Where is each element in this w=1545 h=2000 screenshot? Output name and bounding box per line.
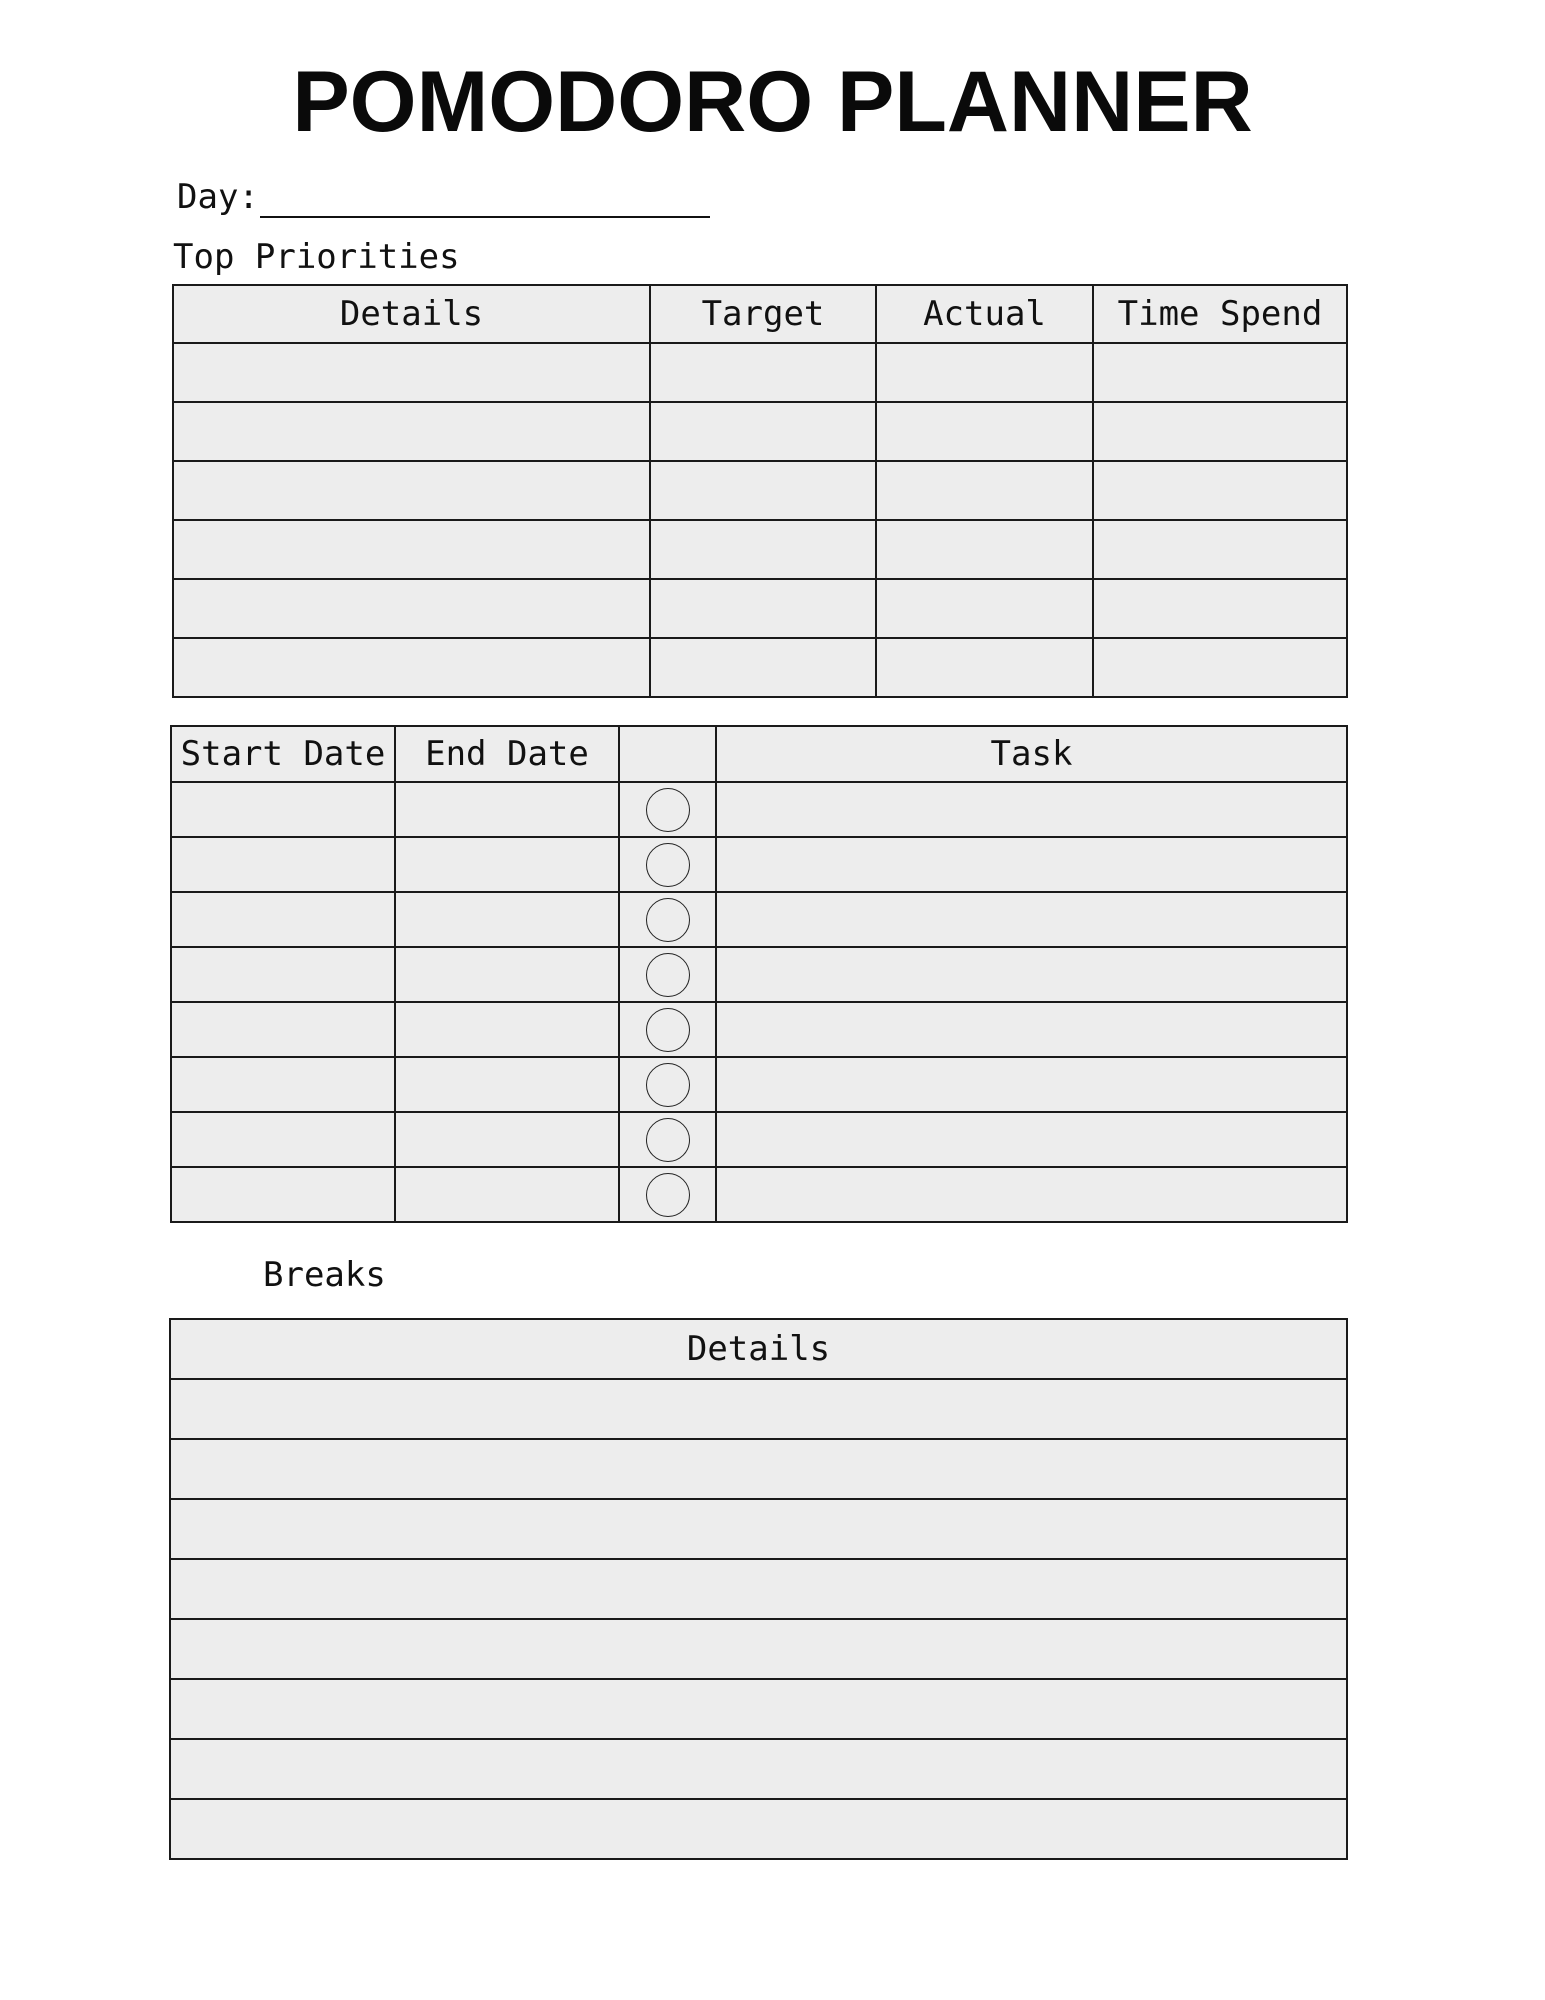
breaks-header-details: Details — [170, 1319, 1347, 1379]
tasks-header-task: Task — [716, 726, 1347, 782]
checkbox-circle-icon[interactable] — [646, 898, 690, 942]
tasks-header-check — [619, 726, 716, 782]
checkbox-circle-icon[interactable] — [646, 1008, 690, 1052]
tasks-header-end-date: End Date — [395, 726, 619, 782]
tasks-row — [171, 1167, 1347, 1222]
priorities-cell[interactable] — [650, 461, 876, 520]
tasks-cell[interactable] — [395, 837, 619, 892]
tasks-cell[interactable] — [395, 1002, 619, 1057]
checkbox-circle-icon[interactable] — [646, 1063, 690, 1107]
tasks-row — [171, 782, 1347, 837]
tasks-cell[interactable] — [395, 1167, 619, 1222]
tasks-cell[interactable] — [395, 1112, 619, 1167]
breaks-row — [170, 1559, 1347, 1619]
tasks-row — [171, 1112, 1347, 1167]
tasks-cell[interactable] — [171, 1057, 395, 1112]
priorities-cell[interactable] — [650, 520, 876, 579]
priorities-cell[interactable] — [1093, 343, 1347, 402]
priorities-header-details: Details — [173, 285, 650, 343]
priorities-cell[interactable] — [876, 343, 1093, 402]
breaks-table — [169, 1318, 1348, 1860]
day-input-line[interactable] — [260, 216, 710, 218]
priorities-cell[interactable] — [173, 579, 650, 638]
tasks-cell[interactable] — [171, 782, 395, 837]
breaks-row — [170, 1439, 1347, 1499]
priorities-row — [173, 579, 1347, 638]
breaks-row — [170, 1499, 1347, 1559]
checkbox-circle-icon[interactable] — [646, 788, 690, 832]
tasks-checkbox-cell — [619, 1167, 716, 1222]
tasks-row — [171, 892, 1347, 947]
priorities-cell[interactable] — [876, 520, 1093, 579]
tasks-checkbox-cell — [619, 837, 716, 892]
priorities-cell[interactable] — [1093, 579, 1347, 638]
breaks-cell[interactable] — [170, 1379, 1347, 1439]
priorities-header-time-spend: Time Spend — [1093, 285, 1347, 343]
breaks-row — [170, 1619, 1347, 1679]
priorities-cell[interactable] — [876, 402, 1093, 461]
page-title: POMODORO PLANNER — [292, 54, 1253, 150]
tasks-cell[interactable] — [171, 1112, 395, 1167]
priorities-cell[interactable] — [1093, 402, 1347, 461]
tasks-row — [171, 947, 1347, 1002]
priorities-cell[interactable] — [1093, 520, 1347, 579]
tasks-cell[interactable] — [395, 782, 619, 837]
tasks-cell[interactable] — [716, 1167, 1347, 1222]
checkbox-circle-icon[interactable] — [646, 1173, 690, 1217]
tasks-cell[interactable] — [171, 947, 395, 1002]
tasks-cell[interactable] — [395, 892, 619, 947]
priorities-cell[interactable] — [650, 343, 876, 402]
priorities-cell[interactable] — [876, 638, 1093, 697]
tasks-checkbox-cell — [619, 1057, 716, 1112]
tasks-header-start-date: Start Date — [171, 726, 395, 782]
top-priorities-table — [172, 284, 1348, 698]
priorities-cell[interactable] — [1093, 461, 1347, 520]
tasks-cell[interactable] — [395, 1057, 619, 1112]
tasks-cell[interactable] — [171, 1002, 395, 1057]
breaks-cell[interactable] — [170, 1439, 1347, 1499]
priorities-cell[interactable] — [876, 461, 1093, 520]
priorities-row — [173, 402, 1347, 461]
tasks-cell[interactable] — [171, 892, 395, 947]
priorities-cell[interactable] — [876, 579, 1093, 638]
tasks-cell[interactable] — [716, 1057, 1347, 1112]
breaks-cell[interactable] — [170, 1679, 1347, 1739]
priorities-row — [173, 343, 1347, 402]
priorities-header-actual: Actual — [876, 285, 1093, 343]
tasks-checkbox-cell — [619, 782, 716, 837]
priorities-row — [173, 461, 1347, 520]
tasks-cell[interactable] — [716, 892, 1347, 947]
priorities-header-target: Target — [650, 285, 876, 343]
priorities-cell[interactable] — [173, 638, 650, 697]
checkbox-circle-icon[interactable] — [646, 843, 690, 887]
tasks-table — [170, 725, 1348, 1223]
tasks-cell[interactable] — [716, 1112, 1347, 1167]
day-label: Day: — [177, 177, 259, 217]
tasks-row — [171, 1057, 1347, 1112]
tasks-cell[interactable] — [171, 1167, 395, 1222]
tasks-cell[interactable] — [716, 782, 1347, 837]
priorities-cell[interactable] — [173, 343, 650, 402]
priorities-cell[interactable] — [173, 402, 650, 461]
priorities-row — [173, 638, 1347, 697]
breaks-label: Breaks — [263, 1255, 386, 1295]
breaks-row — [170, 1799, 1347, 1859]
tasks-cell[interactable] — [171, 837, 395, 892]
breaks-cell[interactable] — [170, 1559, 1347, 1619]
tasks-row — [171, 837, 1347, 892]
priorities-cell[interactable] — [173, 520, 650, 579]
tasks-cell[interactable] — [716, 837, 1347, 892]
breaks-cell[interactable] — [170, 1799, 1347, 1859]
priorities-cell[interactable] — [173, 461, 650, 520]
breaks-cell[interactable] — [170, 1739, 1347, 1799]
breaks-row — [170, 1379, 1347, 1439]
priorities-row — [173, 520, 1347, 579]
breaks-row — [170, 1739, 1347, 1799]
priorities-cell[interactable] — [650, 638, 876, 697]
top-priorities-label: Top Priorities — [173, 237, 460, 277]
checkbox-circle-icon[interactable] — [646, 1118, 690, 1162]
tasks-row — [171, 1002, 1347, 1057]
tasks-cell[interactable] — [395, 947, 619, 1002]
priorities-cell[interactable] — [650, 402, 876, 461]
tasks-cell[interactable] — [716, 947, 1347, 1002]
priorities-cell[interactable] — [1093, 638, 1347, 697]
breaks-cell[interactable] — [170, 1499, 1347, 1559]
breaks-row — [170, 1679, 1347, 1739]
tasks-cell[interactable] — [716, 1002, 1347, 1057]
tasks-checkbox-cell — [619, 892, 716, 947]
priorities-cell[interactable] — [650, 579, 876, 638]
tasks-checkbox-cell — [619, 1002, 716, 1057]
checkbox-circle-icon[interactable] — [646, 953, 690, 997]
tasks-checkbox-cell — [619, 1112, 716, 1167]
breaks-cell[interactable] — [170, 1619, 1347, 1679]
tasks-checkbox-cell — [619, 947, 716, 1002]
